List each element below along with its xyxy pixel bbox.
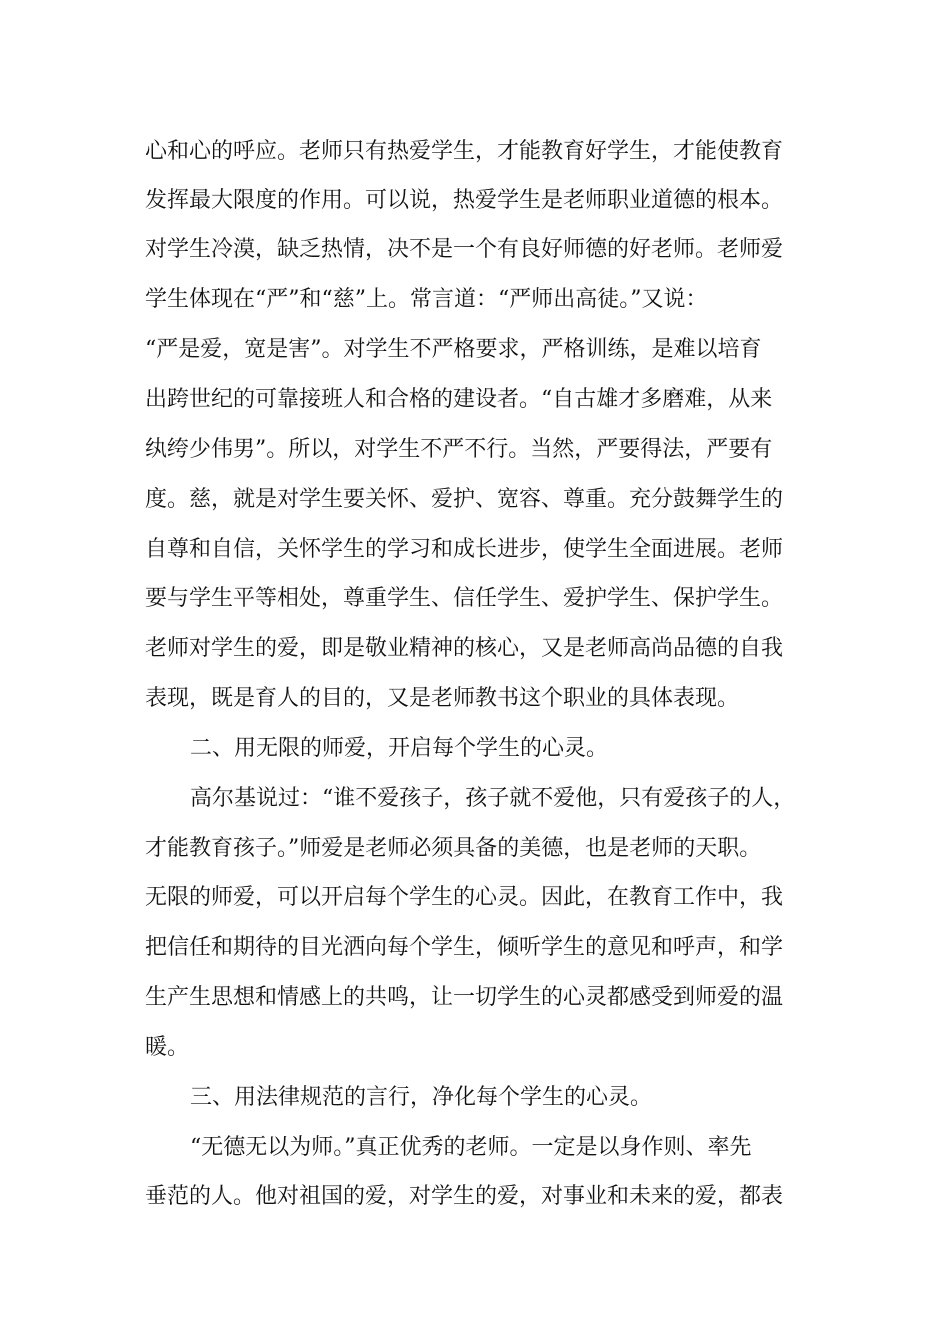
paragraph-1-line: “严是爱，宽是害”。对学生不严格要求，严格训练，是难以培育 [145, 337, 762, 362]
paragraph-3-line: 垂范的人。他对祖国的爱，对学生的爱，对事业和未来的爱，都表 [145, 1184, 784, 1209]
paragraph-2-line: 无限的师爱，可以开启每个学生的心灵。因此，在教育工作中，我 [145, 885, 784, 910]
paragraph-1-line: 自尊和自信，关怀学生的学习和成长进步，使学生全面进展。老师 [145, 537, 784, 562]
paragraph-1-line: 纨绔少伟男”。所以，对学生不严不行。当然，严要得法，严要有 [145, 437, 773, 462]
paragraph-1-line: 发挥最大限度的作用。可以说，热爱学生是老师职业道德的根本。 [145, 188, 784, 213]
paragraph-1-line: 对学生冷漠，缺乏热情，决不是一个有良好师德的好老师。老师爱 [145, 237, 784, 262]
paragraph-1-line: 度。慈，就是对学生要关怀、爱护、宽容、尊重。充分鼓舞学生的 [145, 487, 784, 512]
paragraph-2-line: 才能教育孩子。”师爱是老师必须具备的美德，也是老师的天职。 [145, 836, 762, 861]
paragraph-2-line: 生产生思想和情感上的共鸣，让一切学生的心灵都感受到师爱的温 [145, 985, 784, 1010]
section-heading-2: 二、用无限的师爱，开启每个学生的心灵。 [190, 736, 609, 761]
paragraph-3-line: “无德无以为师。”真正优秀的老师。一定是以身作则、率先 [190, 1135, 752, 1160]
paragraph-1-line: 心和心的呼应。老师只有热爱学生，才能教育好学生，才能使教育 [145, 139, 784, 164]
paragraph-2-line: 暖。 [145, 1035, 190, 1060]
paragraph-1-line: 表现，既是育人的目的，又是老师教书这个职业的具体表现。 [145, 686, 740, 711]
section-heading-3: 三、用法律规范的言行，净化每个学生的心灵。 [190, 1085, 653, 1110]
paragraph-1-line: 要与学生平等相处，尊重学生、信任学生、爱护学生、保护学生。 [145, 586, 784, 611]
paragraph-2-line: 高尔基说过：“谁不爱孩子，孩子就不爱他，只有爱孩子的人， [190, 786, 796, 811]
paragraph-1-line: 老师对学生的爱，即是敬业精神的核心，又是老师高尚品德的自我 [145, 636, 784, 661]
paragraph-1-line: 出跨世纪的可靠接班人和合格的建设者。“自古雄才多磨难，从来 [145, 387, 773, 412]
paragraph-1-line: 学生体现在“严”和“慈”上。常言道：“严师出高徒。”又说： [145, 287, 708, 312]
paragraph-2-line: 把信任和期待的目光洒向每个学生，倾听学生的意见和呼声，和学 [145, 935, 784, 960]
